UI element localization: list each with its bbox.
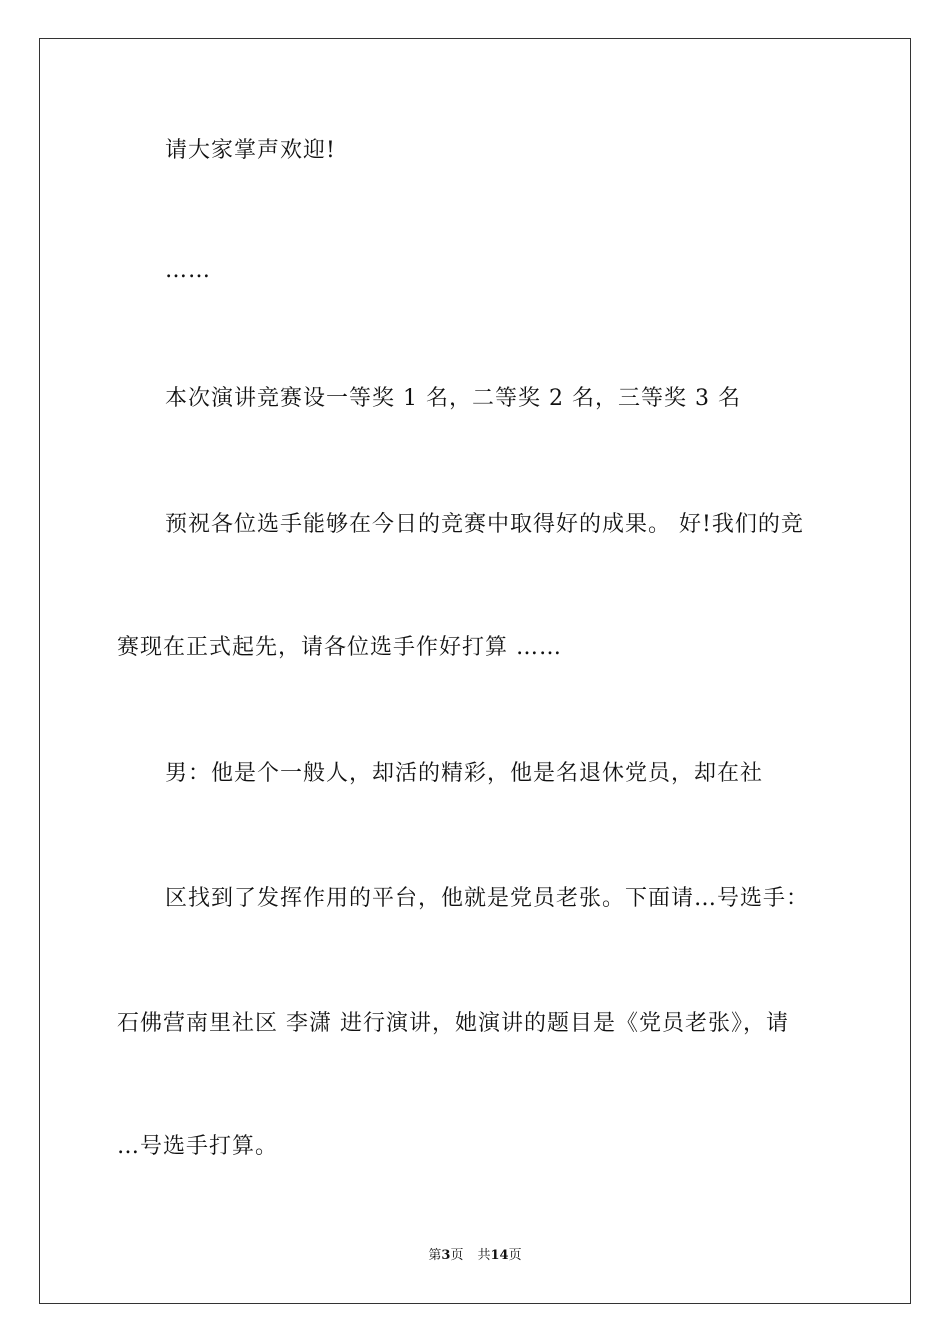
text-line-6: 男：他是个一般人，却活的精彩，他是名退休党员，却在社	[165, 761, 764, 786]
footer-total-pages: 14	[490, 1248, 509, 1263]
footer-page-prefix: 第	[428, 1248, 442, 1263]
footer-total-prefix: 共	[477, 1248, 491, 1263]
footer-total-suffix: 页	[508, 1248, 522, 1263]
page-border	[39, 38, 911, 1304]
text-line-7: 区找到了发挥作用的平台，他就是党员老张。下面请…号选手：	[165, 886, 810, 911]
footer-page-suffix: 页	[450, 1248, 464, 1263]
text-line-5: 赛现在正式起先，请各位选手作好打算 ……	[117, 635, 562, 660]
text-line-3: 本次演讲竞赛设一等奖 1 名，二等奖 2 名，三等奖 3 名	[165, 386, 741, 411]
page-footer	[0, 1248, 950, 1264]
text-line-4: 预祝各位选手能够在今日的竞赛中取得好的成果。 好!我们的竞	[165, 512, 804, 537]
text-line-8: 石佛营南里社区 李潇 进行演讲，她演讲的题目是《党员老张》，请	[117, 1011, 789, 1036]
text-line-1: 请大家掌声欢迎!	[165, 138, 336, 163]
text-line-9: …号选手打算。	[117, 1134, 279, 1159]
footer-page-number: 3	[441, 1248, 451, 1263]
text-line-2: ……	[165, 258, 211, 283]
